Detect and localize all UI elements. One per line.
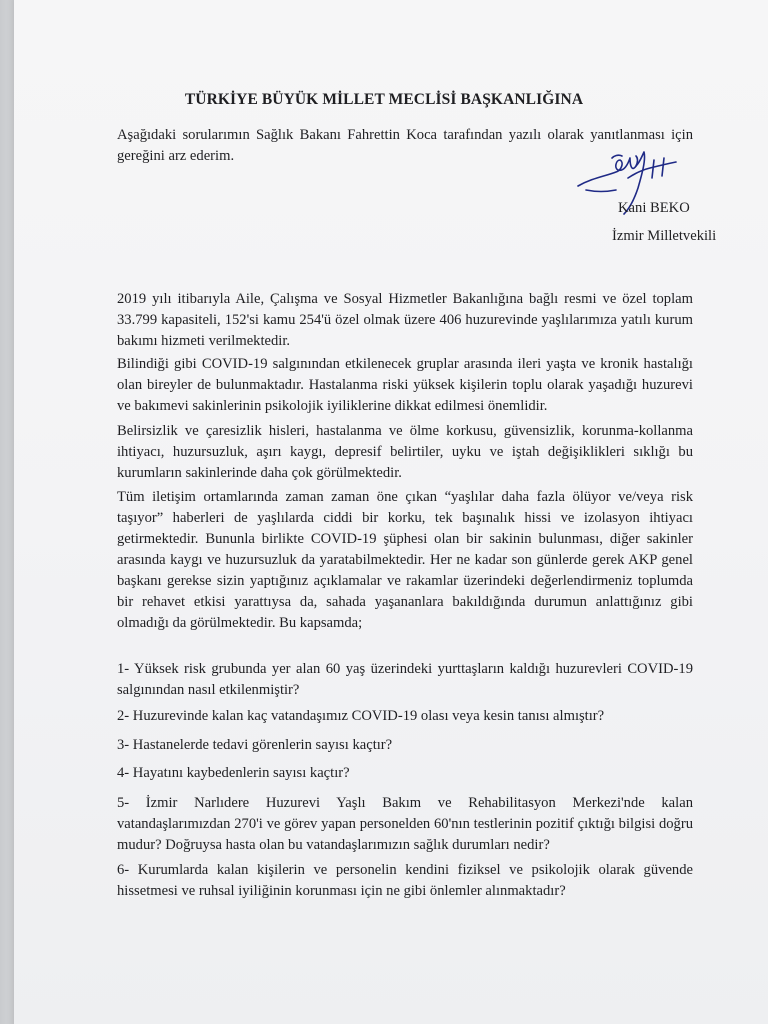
signer-name: Kani BEKO xyxy=(618,200,690,216)
question-item: 1- Yüksek risk grubunda yer alan 60 yaş üzerindeki yurttaşların kaldığı huzurevleri COVID-19 salgınından nasıl etkilenmiştir? xyxy=(117,661,693,698)
body-paragraph: 2019 yılı itibarıyla Aile, Çalışma ve Sosyal Hizmetler Bakanlığına bağlı resmi ve özel toplam 33.799 kapasiteli, 152'si kamu 254'ü özel olmak üzere 406 huzurevinde yaşlılarımıza yatılı kurum bakımı hizmeti verilmektedir. xyxy=(117,291,693,349)
question-item: 5- İzmir Narlıdere Huzurevi Yaşlı Bakım ve Rehabilitasyon Merkezi'nde kalan vatandaşlarımızdan 270'i ve görev yapan personelden 60'nın testlerinin pozitif çıktığı bilgisi doğru mudur? Doğruysa hasta olan bu vatandaşlarımızın sağlık durumları nedir? xyxy=(117,795,693,853)
body-paragraph: Tüm iletişim ortamlarında zaman zaman öne çıkan “yaşlılar daha fazla ölüyor ve/veya risk taşıyor” haberleri de yaşlılarda ciddi bir korku, tek başınalık hissi ve izolasyon ihtiyacı getirmektedir. Bununla birlikte COVID-19 şüphesi olan bir sakinin bulunması, diğer sakinler arasında kaygı ve huzursuzluk da yaratabilmektedir. Her ne kadar son günlerde gerek AKP genel başkanı gerekse sizin yaptığınız açıklamalar ve rakamlar üzerindeki değerlendirmeniz toplumda bir rehavet etkisi yarattıysa da, sahada yaşananlara bakıldığında durumun anlattığınız gibi olmadığı da görülmektedir. Bu kapsamda; xyxy=(117,489,693,631)
question-item: 4- Hayatını kaybedenlerin sayısı kaçtır? xyxy=(117,765,350,781)
body-paragraph: Bilindiği gibi COVID-19 salgınından etkilenecek gruplar arasında ileri yaşta ve kronik hastalığı olan bireyler de bulunmaktadır. Hastalanma riski yüksek kişilerin toplu olarak yaşadığı huzurevi ve bakımevi sakinlerinin psikolojik iyiliklerine dikkat edilmesi önemlidir. xyxy=(117,356,693,414)
question-item: 3- Hastanelerde tedavi görenlerin sayısı kaçtır? xyxy=(117,737,393,753)
question-item: 2- Huzurevinde kalan kaç vatandaşımız COVID-19 olası veya kesin tanısı almıştır? xyxy=(117,708,605,724)
intro-paragraph: Aşağıdaki sorularımın Sağlık Bakanı Fahrettin Koca tarafından yazılı olarak yanıtlanması için gereğini arz ederim. xyxy=(117,127,693,164)
signer-title: İzmir Milletvekili xyxy=(612,228,717,244)
body-paragraph: Belirsizlik ve çaresizlik hisleri, hastalanma ve ölme korkusu, güvensizlik, korunma-kollanma ihtiyacı, huzursuzluk, aşırı kaygı, depresif belirtiler, uyku ve iştah değişiklikleri sıklığı bu kurumların sakinlerinde daha çok görülmektedir. xyxy=(117,423,693,481)
document-title: TÜRKİYE BÜYÜK MİLLET MECLİSİ BAŞKANLIĞINA xyxy=(184,91,584,108)
question-item: 6- Kurumlarda kalan kişilerin ve personelin kendini fiziksel ve psikolojik olarak güvende hissetmesi ve ruhsal iyiliğinin korunması için ne gibi önlemler alınmaktadır? xyxy=(117,862,693,899)
